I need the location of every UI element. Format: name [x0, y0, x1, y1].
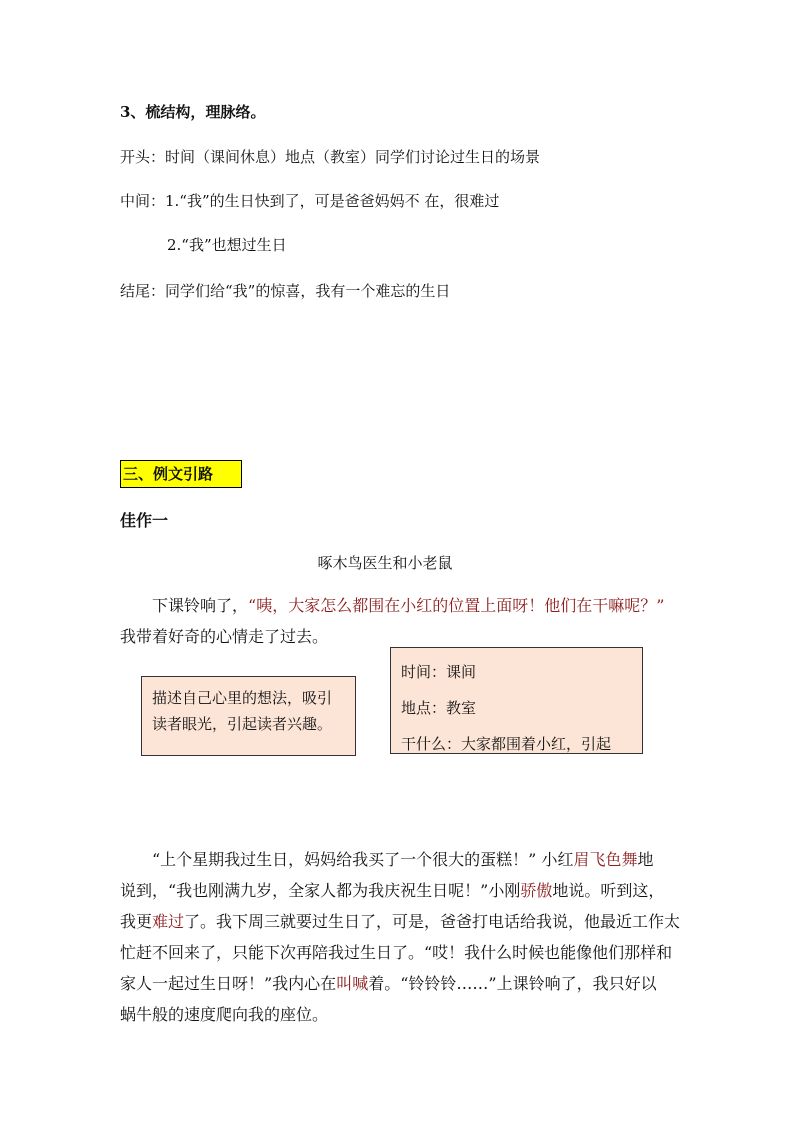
p2-line3-c: 了。我下周三就要过生日了，可是，爸爸打电话给我说，他最近工作太 — [184, 912, 681, 931]
annotation-right — [390, 647, 643, 754]
paragraph-1-end: 我带着好奇的心情走了过去。 — [120, 627, 329, 646]
p2-line1-a: “上个星期我过生日，妈妈给我买了一个很大的蛋糕！” 小红 — [152, 850, 574, 869]
p2-line2-c: 地说。听到这， — [552, 881, 665, 900]
p2-line1-c: 地 — [637, 850, 654, 869]
p2-line5-c: 着。“铃铃铃……”上课铃响了，我只好以 — [368, 974, 657, 993]
p2-line3-a: 我更 — [120, 912, 153, 931]
annotation-left: 描述自己心里的想法，吸引读者眼光，引起读者兴趣。 — [141, 676, 356, 756]
p2-line5-b: 叫喊 — [336, 974, 369, 993]
p2-line6: 蜗牛般的速度爬向我的座位。 — [120, 1005, 329, 1024]
section-example-heading: 三、例文引路 — [120, 460, 242, 488]
structure-start: 开头：时间（课间休息）地点（教室）同学们讨论过生日的场景 — [120, 148, 541, 166]
p2-line2-b: 骄傲 — [520, 881, 553, 900]
annotation-time: 时间：课间 — [401, 663, 477, 681]
paragraph-2 — [120, 844, 690, 1030]
essay-title: 啄木鸟医生和小老鼠 — [317, 554, 453, 572]
annotation-place: 地点：教室 — [401, 699, 477, 717]
p2-line4: 忙赶不回来了，只能下次再陪我过生日了。“哎！我什么时候也能像他们那样和 — [120, 943, 673, 962]
paragraph-1-start: 下课铃响了， — [152, 596, 249, 615]
p2-line1-b: 眉飞色舞 — [573, 850, 638, 869]
annotation-activity: 干什么：大家都围着小红，引起 — [401, 735, 612, 753]
p2-line5-a: 家人一起过生日呀！”我内心在 — [120, 974, 337, 993]
structure-middle-2: 2.“我”也想过生日 — [167, 236, 287, 254]
paragraph-1-quote: “咦，大家怎么都围在小红的位置上面呀！他们在干嘛呢？” — [248, 596, 665, 615]
paragraph-1 — [120, 590, 680, 652]
example-subheading: 佳作一 — [120, 511, 169, 530]
structure-end: 结尾：同学们给“我”的惊喜，我有一个难忘的生日 — [120, 282, 451, 300]
structure-middle-1: 中间：1.“我”的生日快到了，可是爸爸妈妈不 在，很难过 — [120, 192, 500, 210]
p2-line2-a: 说到，“我也刚满九岁，全家人都为我庆祝生日呢！”小刚 — [120, 881, 521, 900]
p2-line3-b: 难过 — [152, 912, 185, 931]
section-3-heading: 3、梳结构，理脉络。 — [120, 103, 266, 121]
